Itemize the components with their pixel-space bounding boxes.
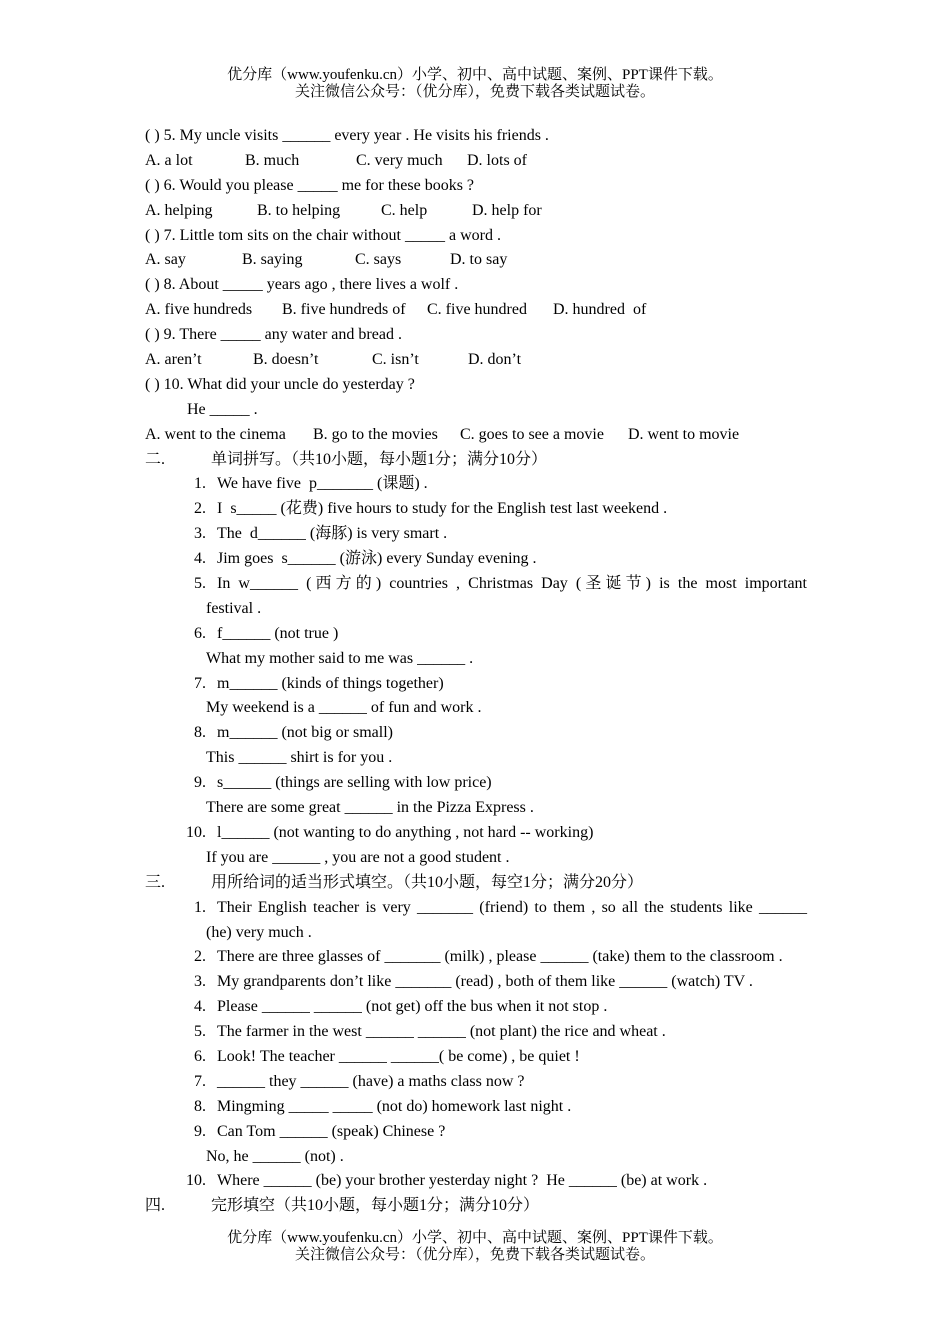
exam-body bbox=[145, 124, 807, 1219]
section-title: 完形填空（共10小题，每小题1分；满分10分） bbox=[211, 1197, 540, 1215]
option-a: A. say bbox=[145, 251, 186, 269]
section-2-heading bbox=[145, 448, 807, 473]
question-text: ( ) 9. There _____ any water and bread . bbox=[145, 326, 402, 344]
option-b: B. doesn’t bbox=[253, 351, 319, 369]
list-item-sentence: What my mother said to me was ______ . bbox=[206, 649, 474, 667]
options bbox=[145, 423, 807, 448]
options bbox=[145, 248, 807, 273]
list-item: 1. We have five p_______ (课题) . bbox=[194, 475, 428, 493]
option-c: C. very much bbox=[356, 151, 443, 169]
list-item-sentence: This ______ shirt is for you . bbox=[206, 749, 393, 767]
question-text: ( ) 10. What did your uncle do yesterday ? bbox=[145, 375, 415, 393]
mc-question-5 bbox=[145, 124, 807, 174]
list-item-continuation: (he) very much . bbox=[206, 923, 312, 941]
section-number: 三. bbox=[145, 873, 166, 891]
option-a: A. a lot bbox=[145, 151, 193, 169]
footer-line-2: 关注微信公众号：（优分库），免费下载各类试题试卷。 bbox=[294, 1247, 655, 1263]
list-item: 8. m______ (not big or small) bbox=[194, 724, 393, 742]
list-item: 9. s______ (things are selling with low price) bbox=[194, 774, 492, 792]
options bbox=[145, 298, 807, 323]
option-b: B. much bbox=[245, 151, 300, 169]
list-item: 9. Can Tom ______ (speak) Chinese ? bbox=[194, 1122, 446, 1140]
option-a: A. aren’t bbox=[145, 351, 202, 369]
page-header bbox=[0, 67, 950, 101]
mc-question-6 bbox=[145, 174, 807, 224]
list-item: 7. ______ they ______ (have) a maths class now ? bbox=[194, 1072, 525, 1090]
options bbox=[145, 149, 807, 174]
list-item: 5. In w______ (西方的) countries , Christmas Day (圣诞节) is the most important bbox=[194, 575, 807, 593]
list-item: 2. I s_____ (花费) five hours to study for the English test last weekend . bbox=[194, 500, 668, 518]
list-item: 4. Please ______ ______ (not get) off the bus when it not stop . bbox=[194, 998, 608, 1016]
question-text: ( ) 5. My uncle visits ______ every year . He visits his friends . bbox=[145, 127, 549, 144]
list-item: 10. l______ (not wanting to do anything , not hard -- working) bbox=[186, 823, 594, 841]
section-4-heading bbox=[145, 1194, 807, 1219]
question-text-2: He _____ . bbox=[187, 400, 258, 418]
list-item: 5. The farmer in the west ______ ______ (not plant) the rice and wheat . bbox=[194, 1023, 666, 1041]
question-text: ( ) 8. About _____ years ago , there lives a wolf . bbox=[145, 276, 459, 294]
option-b: B. go to the movies bbox=[313, 425, 438, 443]
option-a: A. helping bbox=[145, 201, 213, 219]
page-footer bbox=[0, 1230, 950, 1264]
list-item-continuation: festival . bbox=[206, 599, 262, 617]
option-d: D. hundred of bbox=[553, 301, 647, 319]
list-item: 1. Their English teacher is very _______ (friend) to them , so all the students like ______ bbox=[194, 898, 807, 916]
option-b: B. saying bbox=[242, 251, 303, 269]
list-item-sentence: If you are ______ , you are not a good student . bbox=[206, 848, 510, 866]
section-title: 单词拼写。（共10小题，每小题1分；满分10分） bbox=[211, 450, 548, 468]
question-text: ( ) 6. Would you please _____ me for these books ? bbox=[145, 176, 475, 194]
mc-question-9 bbox=[145, 323, 807, 373]
option-d: D. lots of bbox=[467, 151, 527, 169]
option-d: D. went to movie bbox=[628, 425, 740, 443]
option-a: A. went to the cinema bbox=[145, 425, 286, 443]
mc-question-10 bbox=[145, 373, 807, 448]
options bbox=[145, 199, 807, 224]
option-a: A. five hundreds bbox=[145, 301, 253, 319]
list-item: 7. m______ (kinds of things together) bbox=[194, 674, 444, 692]
option-c: C. help bbox=[381, 201, 428, 219]
header-line-2: 关注微信公众号：（优分库），免费下载各类试题试卷。 bbox=[294, 84, 655, 100]
list-item: 8. Mingming _____ _____ (not do) homework last night . bbox=[194, 1097, 572, 1115]
list-item-sentence: There are some great ______ in the Pizza Express . bbox=[206, 799, 534, 817]
list-item: 2. There are three glasses of _______ (milk) , please ______ (take) them to the classroom . bbox=[194, 948, 783, 966]
mc-question-7 bbox=[145, 224, 807, 274]
list-item: 10. Where ______ (be) your brother yesterday night ? He ______ (be) at work . bbox=[186, 1172, 708, 1190]
option-d: D. to say bbox=[450, 251, 508, 269]
list-item: 4. Jim goes s______ (游泳) every Sunday evening . bbox=[194, 550, 537, 568]
list-item: 3. The d______ (海豚) is very smart . bbox=[194, 525, 448, 543]
section-number: 四. bbox=[145, 1197, 166, 1215]
option-d: D. help for bbox=[472, 201, 542, 219]
footer-line-1: 优分库（www.youfenku.cn）小学、初中、高中试题、案例、PPT课件下载。 bbox=[227, 1230, 723, 1246]
header-line-1: 优分库（www.youfenku.cn）小学、初中、高中试题、案例、PPT课件下载。 bbox=[227, 67, 723, 83]
option-c: C. isn’t bbox=[372, 351, 419, 369]
list-item-sentence: My weekend is a ______ of fun and work . bbox=[206, 699, 482, 717]
question-text: ( ) 7. Little tom sits on the chair without _____ a word . bbox=[145, 226, 501, 244]
list-item-sentence: No, he ______ (not) . bbox=[206, 1147, 344, 1165]
list-item: 6. f______ (not true ) bbox=[194, 624, 339, 642]
mc-question-8 bbox=[145, 273, 807, 323]
option-c: C. goes to see a movie bbox=[460, 425, 604, 443]
section-title: 用所给词的适当形式填空。（共10小题，每空1分；满分20分） bbox=[211, 873, 644, 891]
option-b: B. five hundreds of bbox=[282, 301, 406, 319]
options bbox=[145, 348, 807, 373]
option-c: C. five hundred bbox=[427, 301, 527, 319]
list-item: 3. My grandparents don’t like _______ (read) , both of them like ______ (watch) TV . bbox=[194, 973, 753, 991]
option-b: B. to helping bbox=[257, 201, 341, 219]
section-3-heading bbox=[145, 871, 807, 896]
option-c: C. says bbox=[355, 251, 402, 269]
option-d: D. don’t bbox=[468, 351, 522, 369]
section-number: 二. bbox=[145, 450, 166, 468]
list-item: 6. Look! The teacher ______ ______( be come) , be quiet ! bbox=[194, 1047, 580, 1065]
